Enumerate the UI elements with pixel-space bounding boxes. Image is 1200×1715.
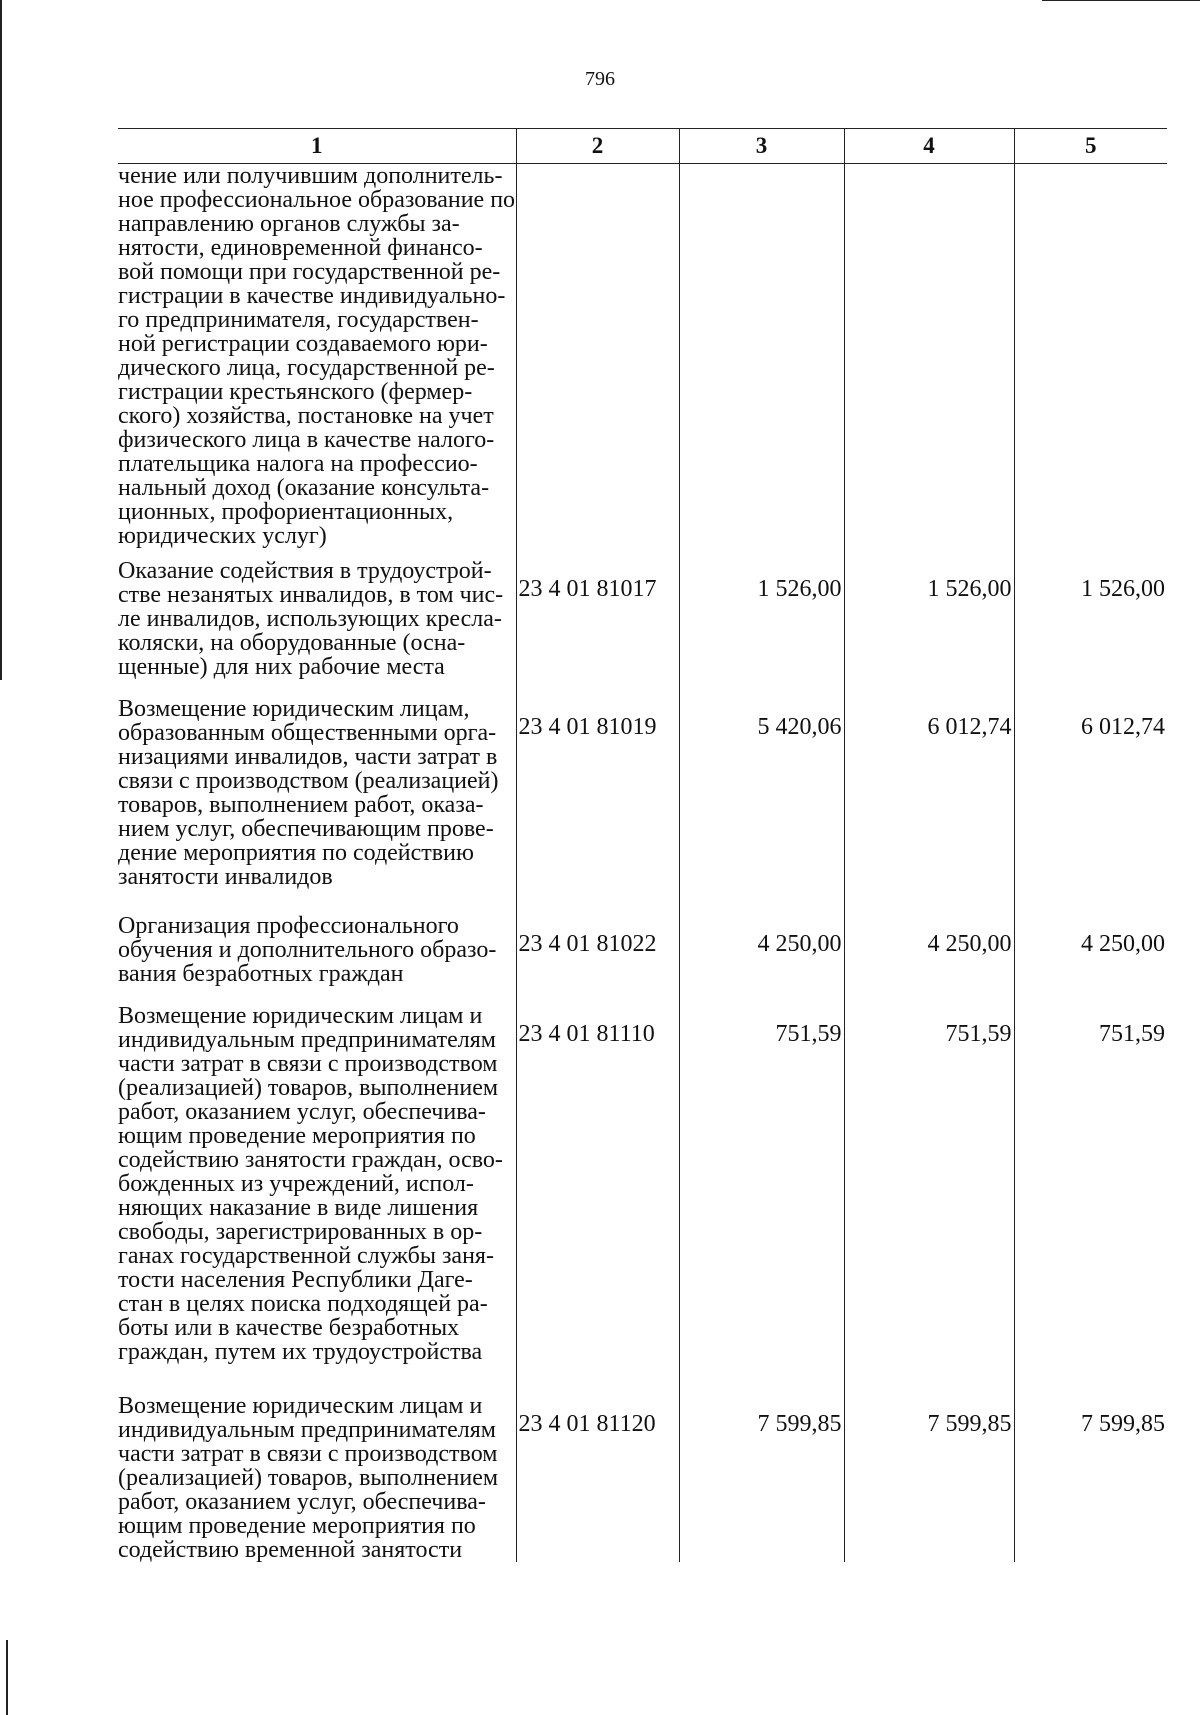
row-value-col5: 7 599,85 (1014, 1394, 1167, 1562)
row-code (516, 164, 679, 559)
row-value-col3: 7 599,85 (679, 1394, 844, 1562)
table-row (118, 697, 1167, 914)
row-value-col5: 1 526,00 (1014, 559, 1167, 697)
row-value-col4: 751,59 (844, 1004, 1014, 1394)
column-header: 4 (844, 129, 1014, 164)
row-description: Организация профессионального обучения и дополнительного образо-вания безработных граждан (118, 912, 497, 987)
column-header: 3 (679, 129, 844, 164)
row-value-col3: 5 420,06 (679, 697, 844, 914)
row-code: 23 4 01 81120 (516, 1394, 679, 1562)
scan-edge-line (1042, 0, 1200, 1)
row-value-col4: 6 012,74 (844, 697, 1014, 914)
row-code: 23 4 01 81019 (516, 697, 679, 914)
table-row (118, 1004, 1167, 1394)
row-code: 23 4 01 81022 (516, 914, 679, 1004)
row-description: чение или получившим дополнитель-ное профессиональное образование по направлению органов службы за-нятости, единовременной финансо-вой помощи при государственной ре-гистрации в качестве индивидуально-го предпринимателя, государствен-ной регистрации создаваемого юри-дического лица, государственной ре-гистрации крестьянского (фермер-ского) хозяйства, постановке на учет физического лица в качестве налого-плательщика налога на профессио-нальный доход (оказание консульта-ционных, профориентационных, юридических услуг) (118, 163, 516, 549)
row-description: Возмещение юридическим лицам, образованным общественными орга-низациями инвалидов, части затрат в связи с производством (реализацией) товаров, выполнением работ, оказа-нием услуг, обеспечивающим прове-дение мероприятия по содействию занятости инвалидов (118, 695, 499, 890)
row-code: 23 4 01 81017 (516, 559, 679, 697)
row-value-col4: 4 250,00 (844, 914, 1014, 1004)
row-value-col5 (1014, 164, 1167, 559)
page-number: 796 (585, 68, 615, 90)
budget-table (118, 128, 1167, 1562)
row-value-col5: 751,59 (1014, 1004, 1167, 1394)
table-row (118, 559, 1167, 697)
row-description: Возмещение юридическим лицам и индивидуальным предпринимателям части затрат в связи с производством (реализацией) товаров, выполнением работ, оказанием услуг, обеспечива-ющим проведение мероприятия по содействию занятости граждан, осво-божденных из учреждений, испол-няющих наказание в виде лишения свободы, зарегистрированных в ор-ганах государственной службы заня-тости населения Республики Даге-стан в целях поиска подходящей ра-боты или в качестве безработных граждан, путем их трудоустройства (118, 1002, 503, 1365)
row-value-col3: 751,59 (679, 1004, 844, 1394)
row-value-col3 (679, 164, 844, 559)
scan-edge-line (6, 1640, 8, 1715)
column-header: 5 (1014, 129, 1167, 164)
table-row (118, 914, 1167, 1004)
row-value-col3: 1 526,00 (679, 559, 844, 697)
row-value-col3: 4 250,00 (679, 914, 844, 1004)
column-header: 1 (118, 129, 516, 164)
row-code: 23 4 01 81110 (516, 1004, 679, 1394)
scan-edge-line (0, 0, 2, 680)
row-value-col4: 7 599,85 (844, 1394, 1014, 1562)
column-header: 2 (516, 129, 679, 164)
row-value-col4: 1 526,00 (844, 559, 1014, 697)
row-description: Оказание содействия в трудоустрой-стве незанятых инвалидов, в том чис-ле инвалидов, использующих кресла-коляски, на оборудованные (осна-щенные) для них рабочие места (118, 557, 504, 680)
table-header-row (118, 129, 1167, 164)
row-value-col5: 6 012,74 (1014, 697, 1167, 914)
row-value-col5: 4 250,00 (1014, 914, 1167, 1004)
table-row (118, 1394, 1167, 1562)
row-value-col4 (844, 164, 1014, 559)
table-row (118, 164, 1167, 559)
row-description: Возмещение юридическим лицам и индивидуальным предпринимателям части затрат в связи с производством (реализацией) товаров, выполнением работ, оказанием услуг, обеспечива-ющим проведение мероприятия по содействию временной занятости (118, 1392, 499, 1563)
